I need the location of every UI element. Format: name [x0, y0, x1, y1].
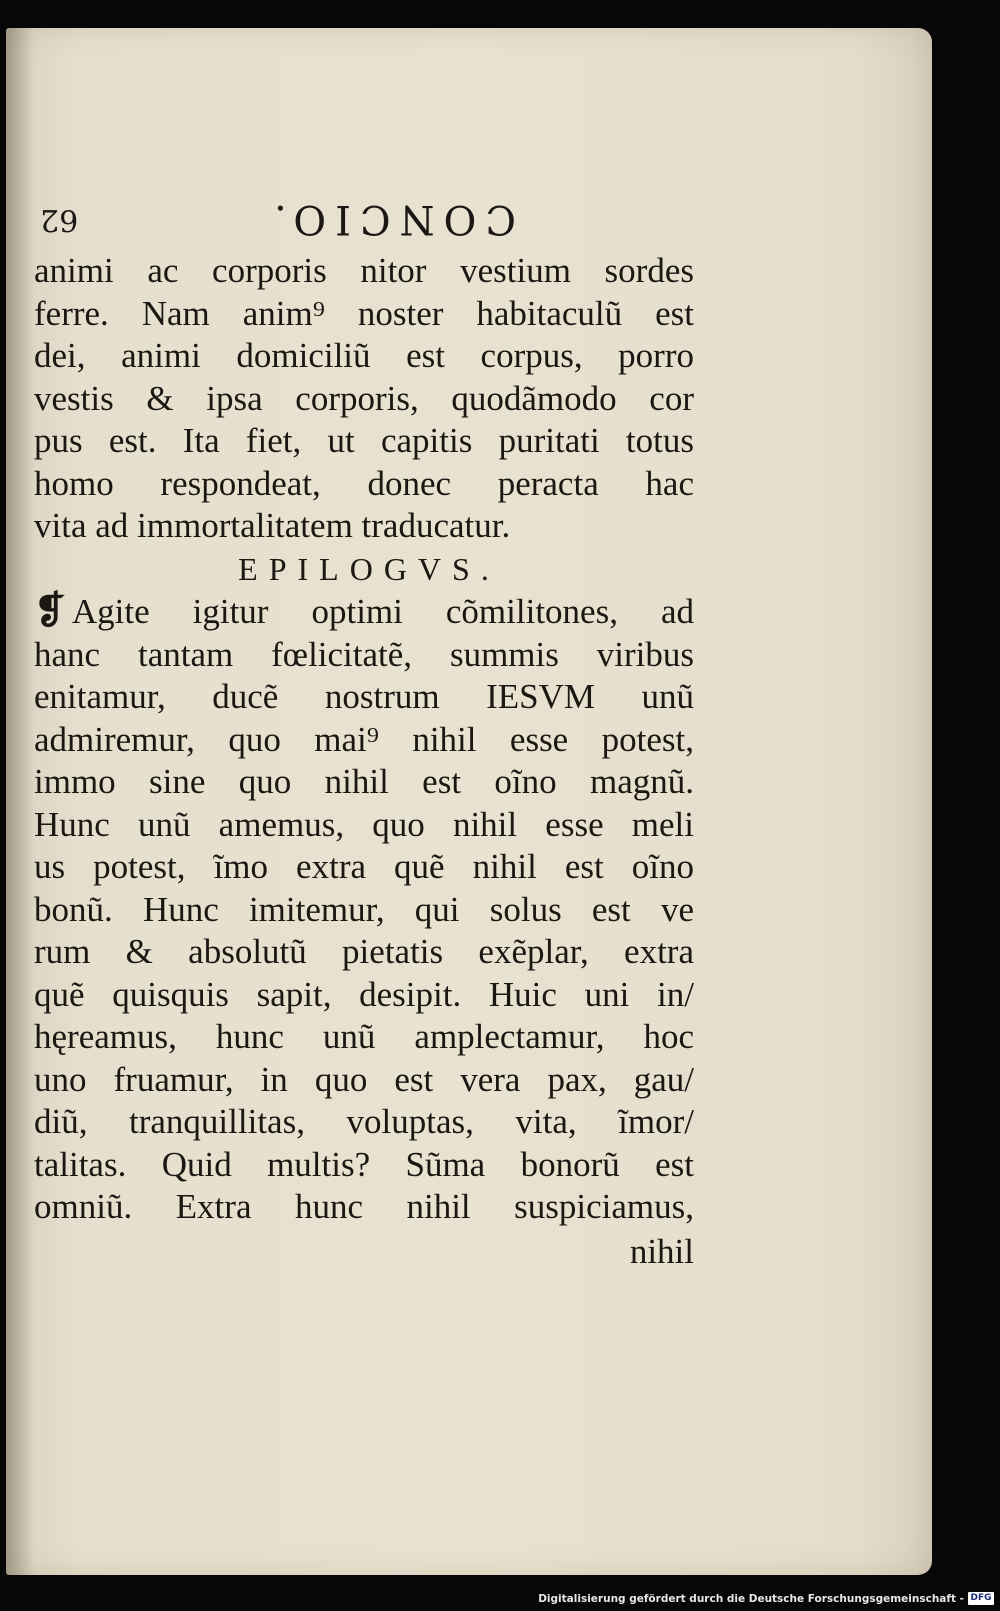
- text-line: vestis & ipsa corporis, quodãmodo cor: [34, 378, 694, 418]
- text-line: talitas. Quid multis? Sũma bonorũ est: [34, 1144, 694, 1184]
- text-line: rum & absolutũ pietatis exẽplar, extra: [34, 932, 694, 971]
- dfg-logo: DFG: [968, 1592, 994, 1605]
- book-page: [6, 28, 932, 1575]
- text-line: admiremur, quo mai⁹ nihil esse potest,: [34, 719, 694, 759]
- text-line: quẽ quisquis sapit, desipit. Huic uni in/: [34, 974, 694, 1014]
- text-line: animi ac corporis nitor vestium sordes: [34, 251, 694, 290]
- text-line: us potest, ĩmo extra quẽ nihil est oĩno: [34, 847, 694, 886]
- body-text: [34, 250, 694, 1273]
- page-number: 62: [40, 202, 79, 237]
- text-line: homo respondeat, donec peracta hac: [34, 463, 694, 503]
- gutter-shadow: [6, 28, 34, 1575]
- digitization-credit: Digitalisierung gefördert durch die Deutsche Forschungsgemeinschaft -: [538, 1593, 964, 1605]
- text-line: hanc tantam fœlicitatẽ, summis viribus: [34, 634, 694, 674]
- running-head: CONCIO.: [265, 196, 516, 242]
- text-line: uno fruamur, in quo est vera pax, gau/: [34, 1059, 694, 1099]
- text-line: Hunc unũ amemus, quo nihil esse meli: [34, 804, 694, 844]
- text-line: diũ, tranquillitas, voluptas, vita, ĩmor/: [34, 1102, 694, 1141]
- pilcrow-icon: ❡: [34, 590, 66, 632]
- text-line: omniũ. Extra hunc nihil suspiciamus,: [34, 1187, 694, 1226]
- catchword: nihil: [629, 1231, 694, 1271]
- text-line: ferre. Nam anim⁹ noster habitaculũ est: [34, 293, 694, 333]
- text-line: dei, animi domiciliũ est corpus, porro: [34, 336, 694, 375]
- text-line: bonũ. Hunc imitemur, qui solus est ve: [34, 889, 694, 929]
- text-line: pus est. Ita fiet, ut capitis puritati totus: [34, 421, 694, 460]
- text-line: immo sine quo nihil est oĩno magnũ.: [34, 762, 694, 801]
- text-line: vita ad immortalitatem traducatur.: [34, 506, 511, 545]
- epilogue-first-line: [34, 590, 694, 634]
- page-header: [40, 196, 695, 244]
- section-heading: EPILOGVS.: [238, 550, 500, 587]
- text-line: enitamur, ducẽ nostrum IESVM unũ: [34, 677, 694, 716]
- text-line: Agite igitur optimi cõmilitones, ad: [71, 592, 694, 631]
- text-line: hęreamus, hunc unũ amplectamur, hoc: [34, 1017, 694, 1056]
